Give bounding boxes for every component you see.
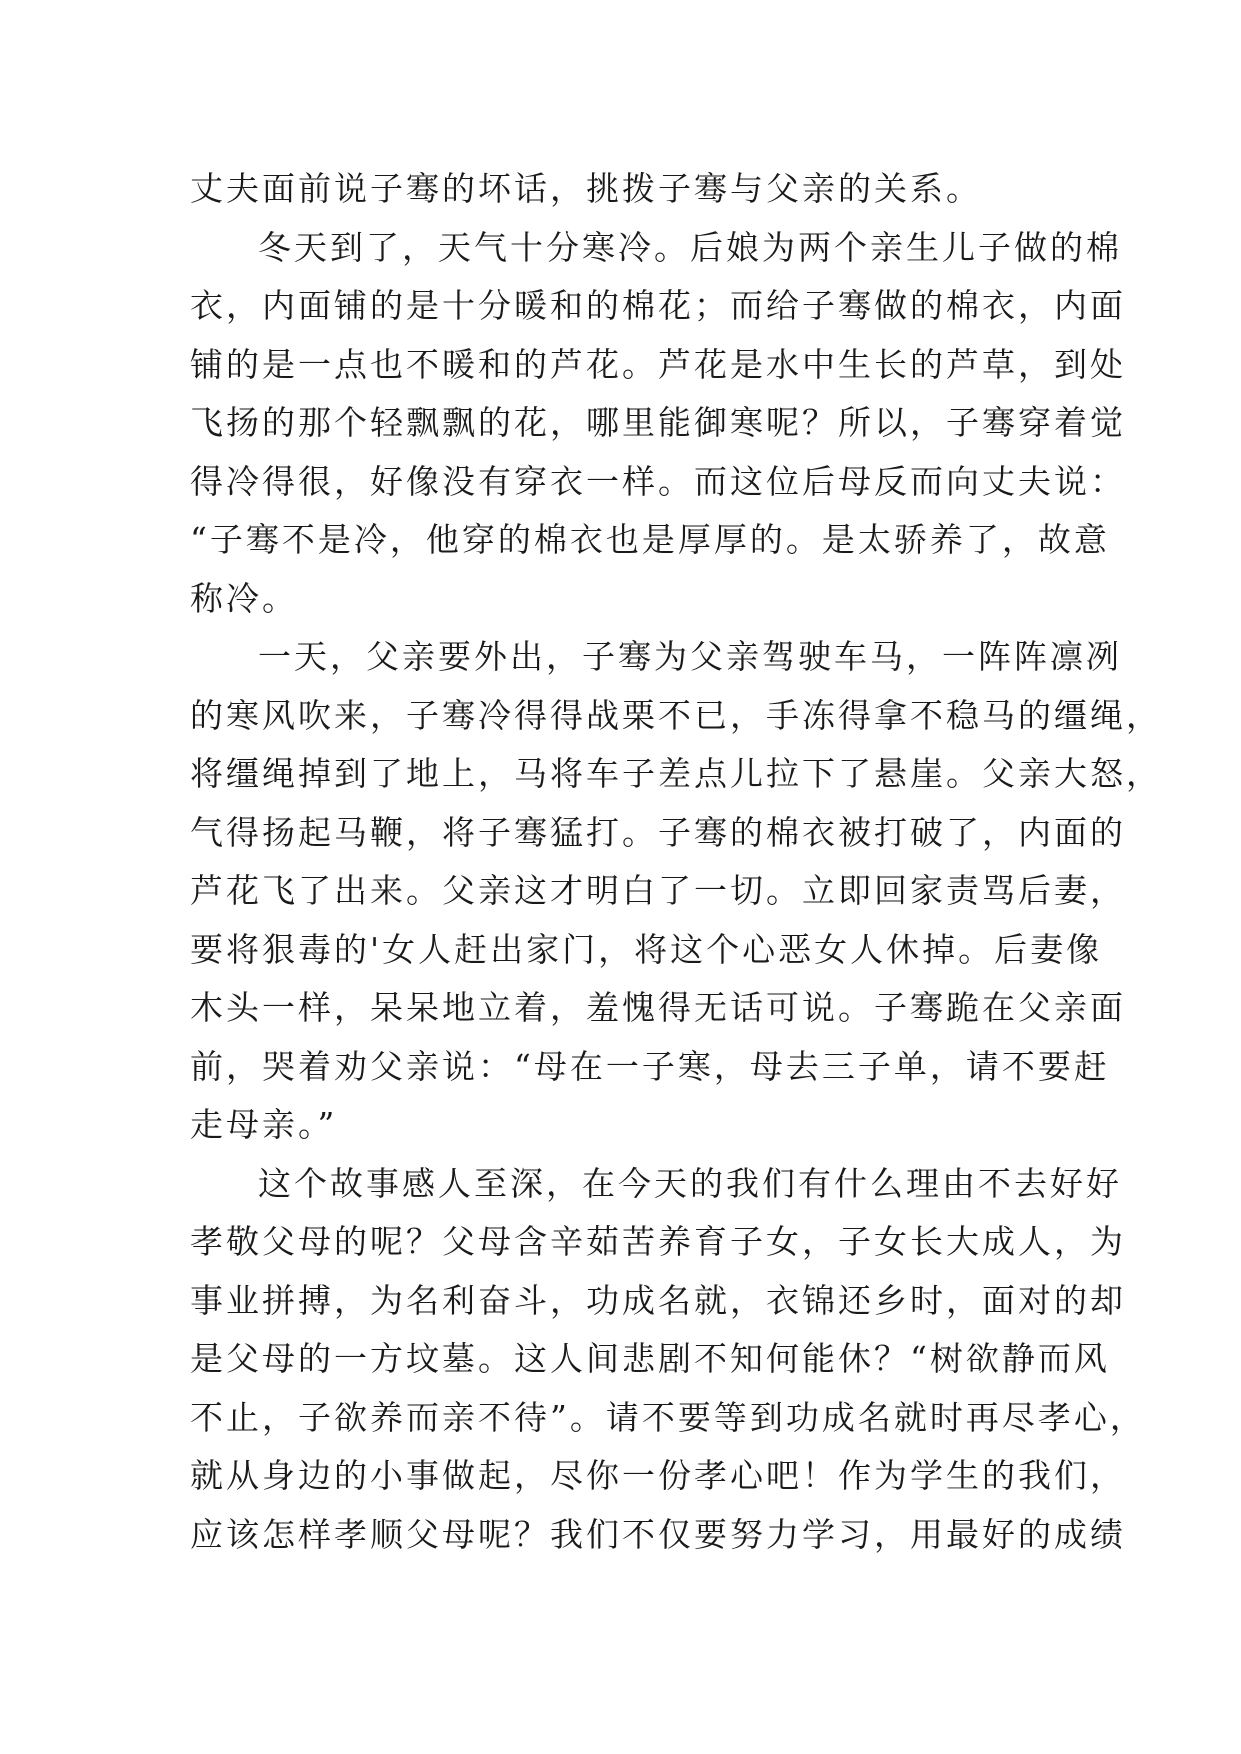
text-line: 芦花飞了出来。父亲这才明白了一切。立即回家责骂后妻， xyxy=(190,871,1126,910)
text-line: 冬天到了，天气十分寒冷。后娘为两个亲生儿子做的棉 xyxy=(258,227,1122,267)
text-line: 称冷。 xyxy=(190,578,298,618)
text-line: 衣，内面铺的是十分暖和的棉花；而给子骞做的棉衣，内面 xyxy=(190,286,1126,325)
text-line: 事业拼搏，为名利奋斗，功成名就，衣锦还乡时，面对的却 xyxy=(190,1280,1126,1320)
text-line: 是父母的一方坟墓。这人间悲剧不知何能休？“树欲静而风 xyxy=(190,1339,1110,1378)
text-line: 丈夫面前说子骞的坏话，挑拨子骞与父亲的关系。 xyxy=(190,169,982,208)
text-line: 走母亲。” xyxy=(190,1105,338,1144)
text-line: 不止，子欲养而亲不待”。请不要等到功成名就时再尽孝心， xyxy=(190,1397,1146,1437)
text-line: 就从身边的小事做起，尽你一份孝心吧！作为学生的我们， xyxy=(190,1456,1126,1495)
text-line: 的寒风吹来，子骞冷得得战栗不已，手冻得拿不稳马的缰绳， xyxy=(190,695,1162,735)
text-line: 应该怎样孝顺父母呢？我们不仅要努力学习，用最好的成绩 xyxy=(190,1514,1126,1554)
text-line: 这个故事感人至深，在今天的我们有什么理由不去好好 xyxy=(258,1163,1122,1203)
text-line: 气得扬起马鞭，将子骞猛打。子骞的棉衣被打破了，内面的 xyxy=(190,812,1126,852)
text-line: “子骞不是冷，他穿的棉衣也是厚厚的。是太骄养了，故意 xyxy=(190,520,1110,559)
body-text xyxy=(190,160,1162,1564)
text-line: 孝敬父母的呢？父母含辛茹苦养育子女，子女长大成人，为 xyxy=(190,1222,1126,1261)
text-line: 前，哭着劝父亲说：“母在一子寒，母去三子单，请不要赶 xyxy=(190,1046,1110,1086)
text-line: 一天，父亲要外出，子骞为父亲驾驶车马，一阵阵凛冽 xyxy=(258,637,1122,676)
text-line: 要将狠毒的'女人赶出家门，将这个心恶女人休掉。后妻像 xyxy=(190,929,1103,969)
text-line: 铺的是一点也不暖和的芦花。芦花是水中生长的芦草，到处 xyxy=(190,344,1126,384)
text-line: 将缰绳掉到了地上，马将车子差点儿拉下了悬崖。父亲大怒， xyxy=(190,754,1162,793)
text-line: 得冷得很，好像没有穿衣一样。而这位后母反而向丈夫说： xyxy=(190,461,1126,501)
text-line: 飞扬的那个轻飘飘的花，哪里能御寒呢？所以，子骞穿着觉 xyxy=(190,403,1126,442)
text-line: 木头一样，呆呆地立着，羞愧得无话可说。子骞跪在父亲面 xyxy=(190,988,1126,1027)
